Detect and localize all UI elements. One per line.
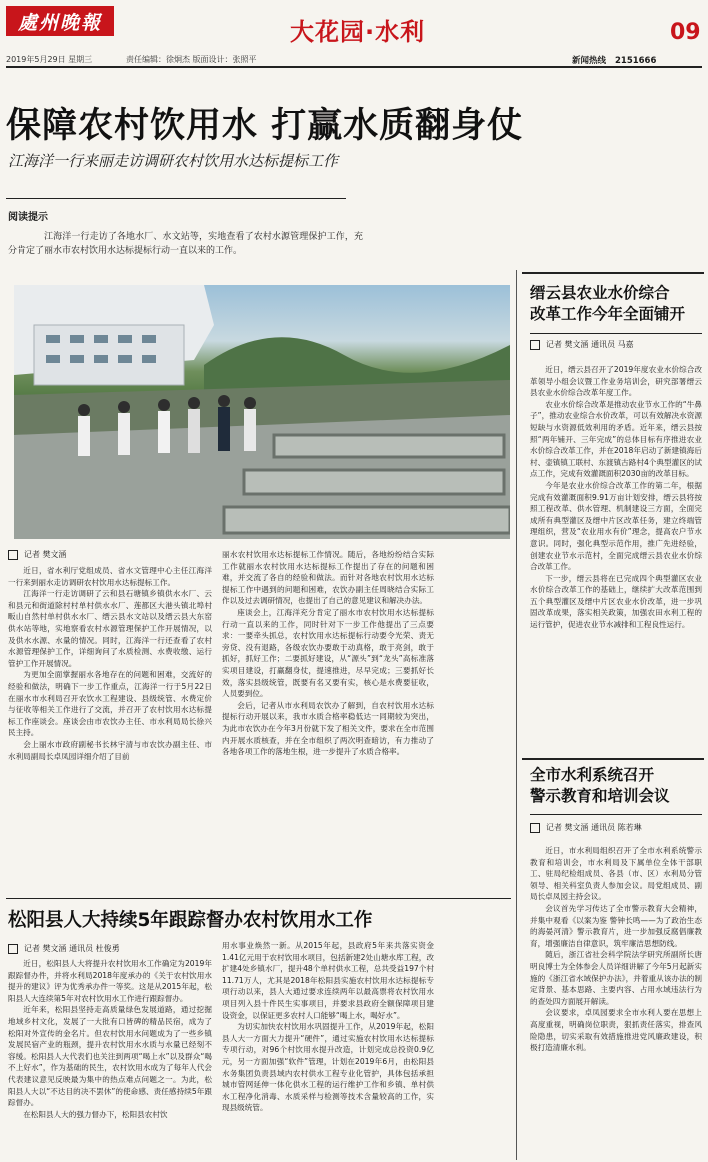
songyang-para: 为切实加快农村饮用水巩固提升工作，从2019年起，松阳县人大一方面大力提升“硬件”，通过实施农村饮用水达标提标专项行动，对96个村饮用水提升改造，计划完成总投资0.9亿元，另一方面加强“软件”管理，计划在2019年6月，由松阳县水务集团负责县域内农村供水工程专业化管护，具体包括承担城市管网延伸一体化供水工程的运行维护工作和乡镇、单村供水工程净化消毒、水质采样与检测等技术含量较高的工作，实现县级统管。 bbox=[222, 1022, 434, 1113]
side2-byline-text: 记者 樊文涵 通讯员 陈若琳 bbox=[546, 823, 642, 832]
side2-para: 会议要求，卓凤园要求全市水利人要在思想上高度重视，明确岗位职责，狠抓责任落实，排查风险隐患，切实采取有效措施推进党风廉政建设，积极打造清廉水利。 bbox=[530, 1008, 702, 1053]
newspaper-logo bbox=[6, 6, 114, 36]
lead-byline-text: 记者 樊文涵 bbox=[24, 550, 67, 559]
lead-col-1 bbox=[8, 565, 212, 887]
side2-top-rule bbox=[522, 758, 704, 760]
side2-byline bbox=[530, 822, 642, 833]
songyang-para: 近日，松阳县人大将提升农村饮用水工作确定为2019年跟踪督办件，并将水利局2018年度承办的《关于农村饮用水提升的建议》评为优秀承办件一等奖。这是从2015年起，松阳县人大连续第5年对农村饮用水工作进行跟踪督办。 bbox=[8, 959, 212, 1003]
hotline-label: 新闻热线 bbox=[572, 56, 607, 66]
lead-photo bbox=[14, 285, 510, 539]
side1-byline-text: 记者 樊文涵 通讯员 马嘉 bbox=[546, 340, 634, 349]
byline-marker bbox=[8, 944, 18, 954]
masthead-rule bbox=[6, 66, 702, 68]
photo-illustration bbox=[14, 285, 510, 539]
lead-para: 座谈会上，江海洋充分肯定了丽水市农村饮用水达标提标行动一直以来的工作，同时针对下一步工作他提出了三点要求：一要牵头抓总，农村饮用水达标提标行动要令光荣、责无旁贷、没有退路，各级农饮办要敢于动真格，敢于亮剑，敢于抓好，抓好工作；二要抓好建设，从“源头”到“龙头”高标准落实项目建设，打赢翻身仗，提速推进，尽早完成；三要抓好长效，落实县级统管，既要有名又要有实，核心是水费要征收，人员要到位。 bbox=[222, 607, 434, 699]
hotline-number: 2151666 bbox=[614, 56, 657, 66]
lead-col-2 bbox=[222, 549, 434, 889]
side1-para: 近日，缙云县召开了2019年度农业水价综合改革领导小组会议暨工作业务培训会，研究部署缙云县农业水价综合改革年度工作。 bbox=[530, 365, 702, 398]
summary-rule bbox=[6, 198, 346, 199]
page-number: 09 bbox=[670, 20, 701, 45]
byline-marker bbox=[530, 340, 540, 350]
hotline bbox=[572, 54, 656, 66]
lead-para: 会后，记者从市水利局农饮办了解到，自农村饮用水达标提标行动开展以来，我市水质合格率稳低达一同期较为突出，为此市农饮办在今年3月份就下发了相关文件，要求在全市范围内开展水质核查，并在全市组织了两次明查暗访，有力推动了各地各项工作的落地生根，进一步提升了水质合格率。 bbox=[222, 700, 434, 757]
date-line: 2019年5月29日 星期三 bbox=[6, 55, 93, 64]
byline-marker bbox=[530, 823, 540, 833]
logo-text: 處州晚報 bbox=[17, 11, 102, 34]
songyang-col-1 bbox=[8, 958, 212, 1158]
songyang-top-rule bbox=[6, 898, 511, 899]
songyang-byline-text: 记者 樊文涵 通讯员 杜俊勇 bbox=[24, 944, 120, 953]
lead-subheadline: 江海洋一行来丽走访调研农村饮用水达标提标工作 bbox=[8, 152, 339, 170]
side2-body bbox=[530, 845, 702, 1157]
side2-para: 近日，市水利局组织召开了全市水利系统警示教育和培训会，市水利局及下属单位全体干部职工、驻局纪检组成员、各县（市、区）水利局分管领导、相关科室负责人参加会议。局党组成员、副局长卓凤园主持会议。 bbox=[530, 846, 702, 902]
side1-top-rule bbox=[522, 272, 704, 274]
side1-byline bbox=[530, 339, 634, 350]
side2-headline-line-2: 警示教育和培训会议 bbox=[530, 787, 670, 805]
songyang-col-2 bbox=[222, 940, 434, 1158]
side1-body bbox=[530, 364, 702, 752]
byline-marker bbox=[8, 550, 18, 560]
side1-headline-line-1: 缙云县农业水价综合 bbox=[530, 284, 670, 302]
section-title: 大花园·水利 bbox=[290, 18, 426, 46]
lead-para: 为更加全面掌握丽水各地存在的问题和困难，交流好的经验和做法，明确下一步工作重点，江海洋一行于5月22日在丽水市水利局召开农饮水工程建设、县级统管、水费定价与征收等相关工作进行了交流，并召开了农村饮用水达标提标工作座谈会。座谈会由市农饮办主任、市水利局局长徐兴民主持。 bbox=[8, 670, 212, 738]
side1-para: 今年是农业水价综合改革工作的第二年，根据完成有效灌溉面积9.91万亩计划安排，缙云县将按照工程改革、供水管理、机制建设三方面，全面完成所有典型灌区及缙中片区改革任务，建立终端管理组织，营及“农业用水有价”理念，提高农户节水意识。同时，强化典型示范作用，推广先进经验，创建农业节水示范村，全面完成缙云县农业水价综合改革工作。 bbox=[530, 480, 702, 572]
side1-para: 农业水价综合改革是推动农业节水工作的“牛鼻子”，推动农业综合水价改革，可以有效解决水资源短缺与水资源低效利用的矛盾。近年来，缙云县按照“两年铺开、三年完成”的总体目标有序推进农业水价综合改革工作，并在2018年启动了新建镇海后村、壶镇镇工联村、东渡镇古路村4个典型灌区的试点工作，完成有效灌溉面积2030亩的改革目标。 bbox=[530, 399, 702, 479]
summary-label: 阅读提示 bbox=[8, 212, 48, 223]
side1-headline bbox=[530, 283, 685, 325]
lead-para: 丽水农村饮用水达标提标工作情况。随后，各地纷纷结合实际工作就丽水农村饮用水达标提标工作提出了存在的问题和困难，并交流了各自的经验和做法。而针对各地农村饮用水达标提标工作中遇到的问题和困难，农饮办副主任周晓结合实际工作以及过去调研情况，也提出了自己的意见建议和解决办法。 bbox=[222, 550, 434, 606]
side1-rule bbox=[530, 333, 702, 334]
side2-para: 随后，浙江省社会科学院法学研究所副所长唐明良博士为全体参会人员详细讲解了今年5月起新实施的《浙江省水域保护办法》，并着重从该办法的制定背景、基本思路、主要内容、占用水域违法行为的查处四方面展开解读。 bbox=[530, 950, 702, 1006]
songyang-byline bbox=[8, 943, 120, 954]
side1-para: 下一步，缙云县将在已完成四个典型灌区农业水价综合改革工作的基础上，继续扩大改革范围到五个典型灌区及缙中片区农业水价改革，进一步巩固改革成果，落实相关政策，加强农田水利工程的运行管护，促进农业节水减排和工程良性运行。 bbox=[530, 573, 702, 630]
songyang-headline: 松阳县人大持续5年跟踪督办农村饮用水工作 bbox=[8, 910, 373, 931]
summary-text: 江海洋一行走访了各地水厂、水文站等，实地查看了农村水源管理保护工作，充分肯定了丽水市农村饮用水达标提标行动一直以来的工作。 bbox=[8, 232, 363, 256]
right-column-divider bbox=[516, 270, 517, 1160]
lead-para: 江海洋一行走访调研了云和县石塘镇乡镇供水水厂、云和县元和街道除村村单村供水水厂、莲都区大港头镇北埠村畈山自然村单村供水水厂、缙云县水文站以及缙云县大东窑供水站等地，实地察看农村水源管理保护工作开展情况，以及供水水源、水量的情况。同时，江海洋一行还查看了农村水源管理保护工作，详细询问了水质检测、水费收缴、运行管护工作开展情况。 bbox=[8, 589, 212, 668]
lead-byline bbox=[8, 549, 67, 560]
lead-para: 近日，省水利厅党组成员、省水文管理中心主任江海洋一行来到丽水走访调研农村饮用水达标提标工作。 bbox=[8, 566, 212, 587]
editors-line: 责任编辑：徐炯杰 版面设计：张照平 bbox=[126, 55, 257, 64]
side2-headline bbox=[530, 765, 670, 807]
side2-para: 会议首先学习传达了全市警示教育大会精神，并集中观看《以案为鉴 警钟长鸣——为了政治生态的海晏河清》警示教育片，进一步加强反腐倡廉教育，增强廉洁自律意识，筑牢廉洁思想防线。 bbox=[530, 903, 702, 948]
songyang-para: 近年来，松阳县坚持走高质量绿色发展道路，通过挖掘地域乡村文化，发展了一大批有口皆碑的精品民宿，成为了松阳对外宣传的金名片。但农村饮用水问题成为了一些乡镇发展民宿产业的瓶颈，提升农村饮用水水质与水量已经刻不容缓。松阳县人大代表们也关注到两项“喝上水”以及群众“喝不上好水”，作为基础的民生，农村饮用水成为了每年人代会代表建议意见反映最为集中的热点难点问题之一。为此，松阳县人大以“不达目的决不罢休”的使命感、责任感持续5年跟踪督办。 bbox=[8, 1005, 212, 1108]
side2-headline-line-1: 全市水利系统召开 bbox=[530, 766, 655, 784]
side2-rule bbox=[530, 814, 702, 815]
side1-headline-line-2: 改革工作今年全面铺开 bbox=[530, 305, 686, 323]
lead-para: 会上丽水市政府副秘书长林宇清与市农饮办副主任、市水利局副局长卓凤园详细介绍了目前 bbox=[8, 739, 212, 761]
songyang-para: 在松阳县人大的强力督办下，松阳县农村饮 bbox=[23, 1109, 168, 1119]
songyang-para: 用水事业焕然一新。从2015年起，县政府5年来共落实资金1.41亿元用于农村饮用水项目，包括新建2处山塘水库工程，改扩建4处乡镇水厂，提升48个单村供水工程，总共受益197个村11.71万人，尤其是2018年松阳县实施农村饮用水达标提标专项行动以来，县人大通过要求连续两年以最高票将农村饮用水项目列入县十件民生实事项目，并要求县政府全额保障项目建设资金，以保证更多农村人口能够“喝上水，喝好水”。 bbox=[222, 941, 434, 1020]
lead-headline: 保障农村饮用水 打赢水质翻身仗 bbox=[6, 106, 524, 146]
